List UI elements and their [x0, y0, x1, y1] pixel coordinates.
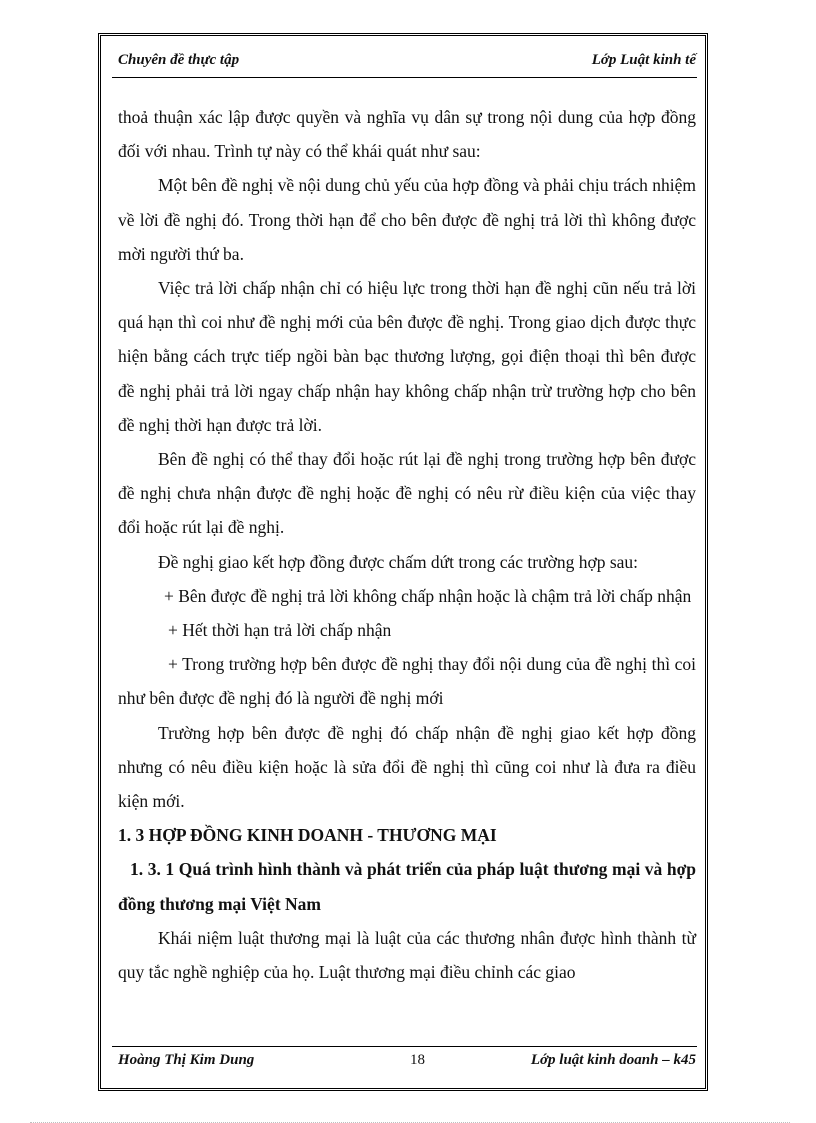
subsection-heading: 1. 3. 1 Quá trình hình thành và phát triển của pháp luật thương mại và hợp đồng thương mại Việt Nam [118, 859, 696, 914]
page-header [118, 52, 696, 76]
paragraph-offer: Một bên đề nghị về nội dung chủ yếu của hợp đồng và phải chịu trách nhiệm về lời đề nghị đó. Trong thời hạn để cho bên được đề nghị trả lời thì không được mời người thứ ba. [118, 175, 697, 264]
paragraph-conditional-acceptance: Trường hợp bên được đề nghị đó chấp nhận đề nghị giao kết hợp đồng nhưng có nêu điều kiện hoặc là sửa đổi đề nghị thì cũng coi như là đưa ra điều kiện mới. [118, 722, 696, 812]
paragraph-acceptance: Việc trả lời chấp nhận chỉ có hiệu lực trong thời hạn đề nghị cũn nếu trả lời quá hạn thì coi như đề nghị mới của bên được đề nghị. Trong giao dịch được thực hiện bằng cách trực tiếp ngồi bàn bạc thương lượng, gọi điện thoại thì bên được đề nghị phải trả lời ngay chấp nhận hay không chấp nhận trừ trường hợp cho bên đề nghị thời hạn được trả lời. [118, 278, 696, 435]
page-number: 18 [410, 1052, 425, 1068]
footer-rule [112, 1046, 697, 1047]
list-item-rejection: + Bên được đề nghị trả lời không chấp nhận hoặc là chậm trả lời chấp nhận [164, 585, 692, 606]
footer-class: Lớp luật kinh doanh – k45 [530, 1052, 696, 1068]
header-right: Lớp Luật kinh tế [591, 52, 696, 68]
header-rule [112, 77, 697, 78]
header-left: Chuyên đề thực tập [118, 52, 240, 68]
page-body [118, 100, 696, 989]
paragraph-withdrawal: Bên đề nghị có thể thay đổi hoặc rút lại đề nghị trong trường hợp bên được đề nghị chưa nhận được đề nghị hoặc đề nghị có nêu rừ điều kiện của việc thay đổi hoặc rút lại đề nghị. [118, 449, 696, 538]
section-heading: 1. 3 HỢP ĐỒNG KINH DOANH - THƯƠNG MẠI [118, 825, 497, 846]
footer-author: Hoàng Thị Kim Dung [118, 1052, 255, 1068]
paragraph-continuation: thoả thuận xác lập được quyền và nghĩa vụ dân sự trong nội dung của hợp đồng đối với nhau. Trình tự này có thể khái quát như sau: [118, 107, 696, 162]
list-item-modification: + Trong trường hợp bên được đề nghị thay đổi nội dung của đề nghị thì coi như bên được đề nghị đó là người đề nghị mới [118, 654, 696, 709]
paragraph-commercial-law: Khái niệm luật thương mại là luật của các thương nhân được hình thành từ quy tắc nghề nghiệp của họ. Luật thương mại điều chỉnh các giao [118, 927, 696, 983]
list-item-expiry: + Hết thời hạn trả lời chấp nhận [168, 620, 392, 641]
paragraph-termination: Đề nghị giao kết hợp đồng được chấm dứt trong các trường hợp sau: [158, 551, 639, 572]
page-footer [118, 1052, 696, 1076]
